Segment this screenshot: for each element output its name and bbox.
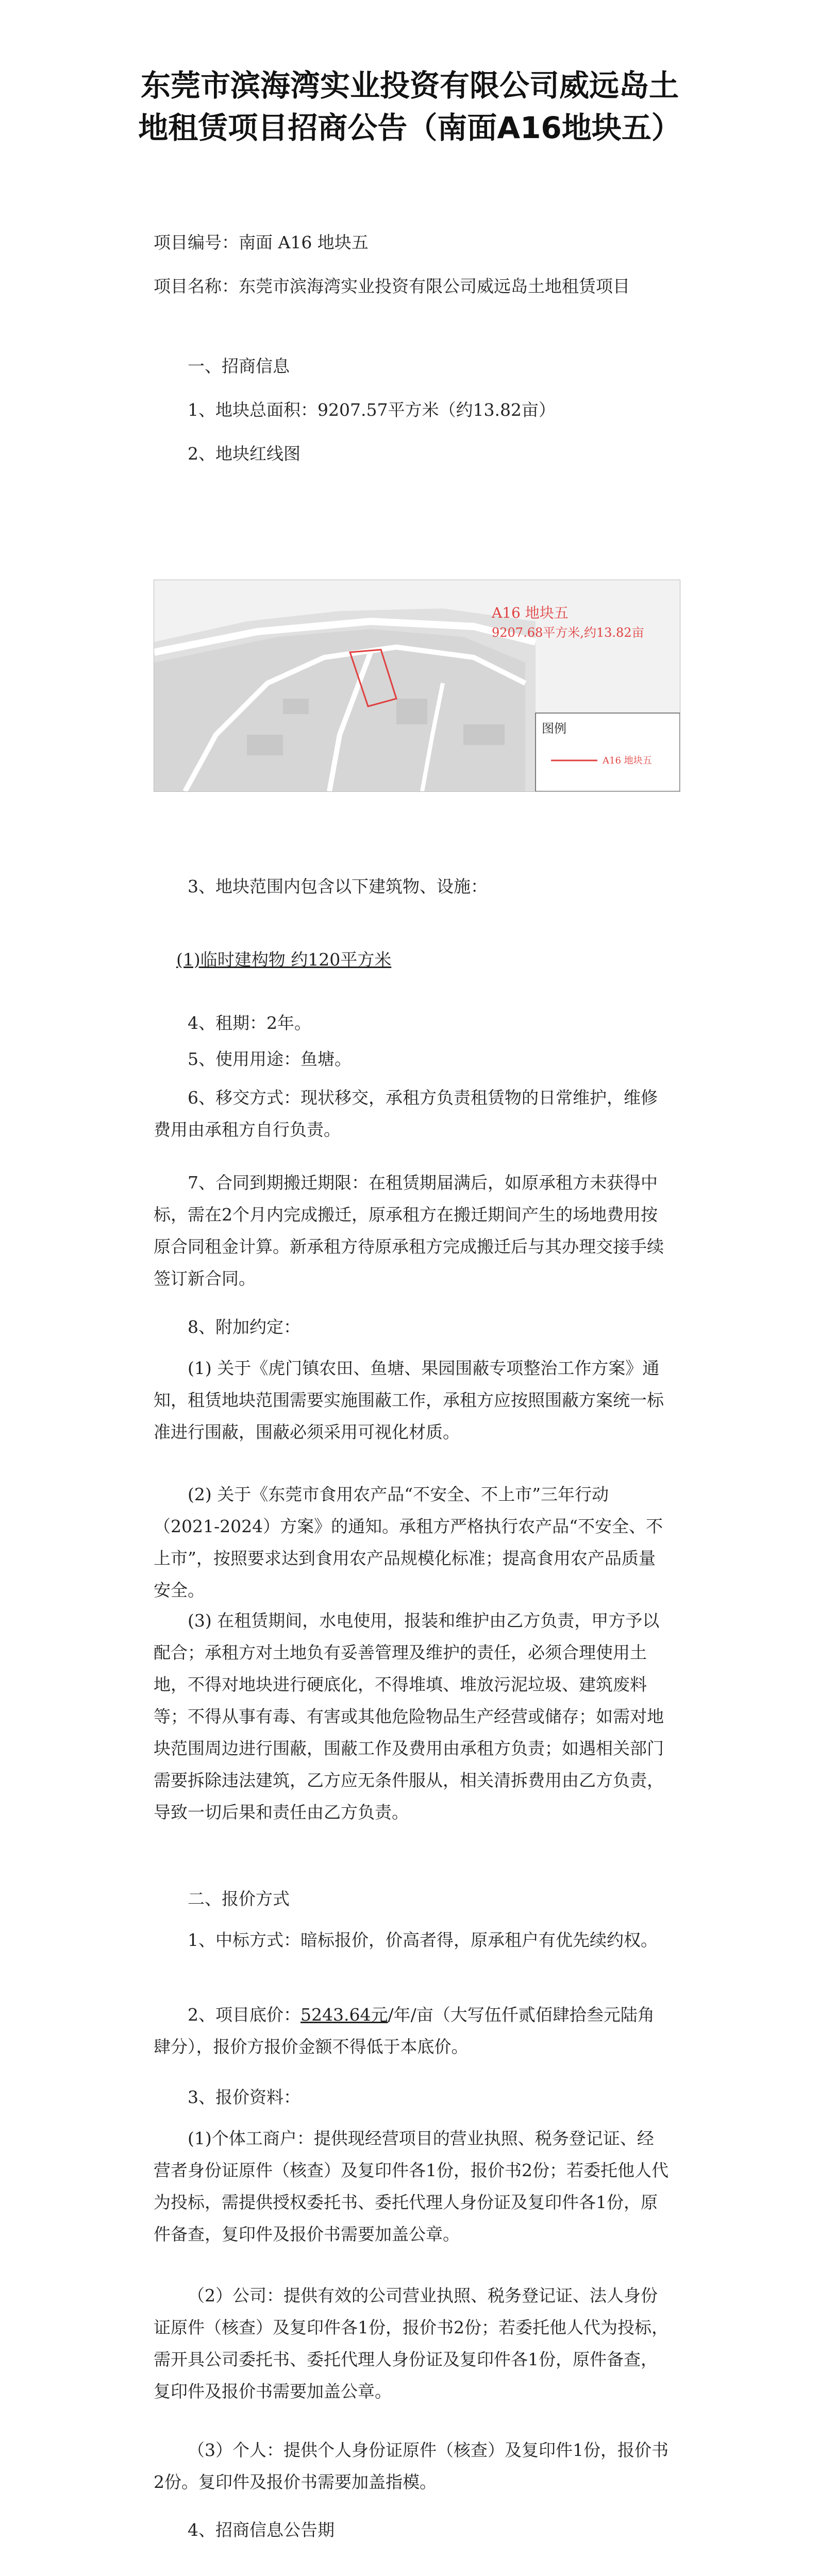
plot-map <box>154 580 680 792</box>
map-legend-item: A16 地块五 <box>603 755 652 766</box>
documents-personal: （3）个人：提供个人身份证原件（核查）及复印件1份，报价书2份。复印件及报价书需要加盖指模。 <box>154 2440 669 2492</box>
bidding-method: 1、中标方式：暗标报价，价高者得，原承租户有优先续约权。 <box>188 1930 658 1950</box>
reserve-price-amount: 5243.64元 <box>301 2005 388 2025</box>
page-title <box>77 64 742 149</box>
section-heading-1: 一、招商信息 <box>188 356 290 376</box>
project-name: 项目名称：东莞市滨海湾实业投资有限公司威远岛土地租赁项目 <box>154 276 630 296</box>
project-number: 项目编号：南面 A16 地块五 <box>154 232 369 252</box>
buildings-item <box>155 912 670 1008</box>
red-line-map-heading: 2、地块红线图 <box>188 444 301 464</box>
section-heading-2: 二、报价方式 <box>188 1889 290 1909</box>
reserve-price-suffix: /年/亩（大写伍仟贰佰肆拾叁元陆角肆分），报价方报价金额不得低于本底价。 <box>154 2005 655 2057</box>
handover-method: 6、移交方式：现状移交，承租方负责租赁物的日常维护，维修费用由承租方自行负责。 <box>154 1088 658 1140</box>
map-legend-title: 图例 <box>542 721 566 736</box>
documents-company: （2）公司：提供有效的公司营业执照、税务登记证、法人身份证原件（核查）及复印件各1份，报价书2份；若委托他人代为投标，需开具公司委托书、委托代理人身份证及复印件各1份，原件备查，复印件及报价书需要加盖公章。 <box>154 2285 669 2401</box>
reserve-price-prefix: 2、项目底价： <box>188 2005 301 2025</box>
map-plot-label <box>492 603 677 642</box>
additional-term-2: (2) 关于《东莞市食用农产品“不安全、不上市”三年行动（2021-2024）方案》的通知。承租方严格执行农产品“不安全、不上市”，按照要求达到食用农产品规模化标准；提高食用农产品质量安全。 <box>154 1484 663 1600</box>
lease-term: 4、租期：2年。 <box>188 1013 311 1033</box>
title-line-2: 地租赁项目招商公告（南面A16地块五） <box>138 110 681 145</box>
map-plot-area: 9207.68平方米,约13.82亩 <box>492 625 644 640</box>
buildings-heading: 3、地块范围内包含以下建筑物、设施： <box>188 876 488 896</box>
relocation-terms: 7、合同到期搬迁期限：在租赁期届满后，如原承租方未获得中标，需在2个月内完成搬迁，原承租方在搬迁期间产生的场地费用按原合同租金计算。新承租方待原承租方完成搬迁后与其办理交接手续签订新合同。 <box>154 1173 664 1289</box>
additional-terms-heading: 8、附加约定： <box>188 1317 301 1337</box>
additional-term-1: (1) 关于《虎门镇农田、鱼塘、果园围蔽专项整治工作方案》通知，租赁地块范围需要实施围蔽工作，承租方应按照围蔽方案统一标准进行围蔽，围蔽必须采用可视化材质。 <box>154 1358 664 1442</box>
plot-area: 1、地块总面积：9207.57平方米（约13.82亩） <box>188 400 556 420</box>
additional-term-3: (3) 在租赁期间，水电使用，报装和维护由乙方负责，甲方予以配合；承租方对土地负有妥善管理及维护的责任，必须合理使用土地，不得对地块进行硬底化，不得堆填、堆放污泥垃圾、建筑废料等；不得从事有毒、有害或其他危险物品生产经营或储存；如需对地块范围周边进行围蔽，围蔽工作及费用由承租方负责；如遇相关部门需要拆除违法建筑，乙方应无条件服从，相关清拆费用由乙方负责，导致一切后果和责任由乙方负责。 <box>154 1611 664 1822</box>
title-line-1: 东莞市滨海湾实业投资有限公司威远岛土 <box>140 68 679 103</box>
reserve-price <box>154 1999 669 2063</box>
documents-heading: 3、报价资料： <box>188 2087 301 2107</box>
usage: 5、使用用途：鱼塘。 <box>188 1049 352 1069</box>
announcement-period-heading: 4、招商信息公告期 <box>188 2520 335 2540</box>
documents-individual: (1)个体工商户：提供现经营项目的营业执照、税务登记证、经营者身份证原件（核查）及复印件各1份，报价书2份；若委托他人代为投标，需提供授权委托书、委托代理人身份证及复印件各1份，原件备查，复印件及报价书需要加盖公章。 <box>154 2128 669 2244</box>
map-plot-title: A16 地块五 <box>492 604 569 621</box>
temporary-structure: (1)临时建构物 约120平方米 <box>176 950 392 970</box>
